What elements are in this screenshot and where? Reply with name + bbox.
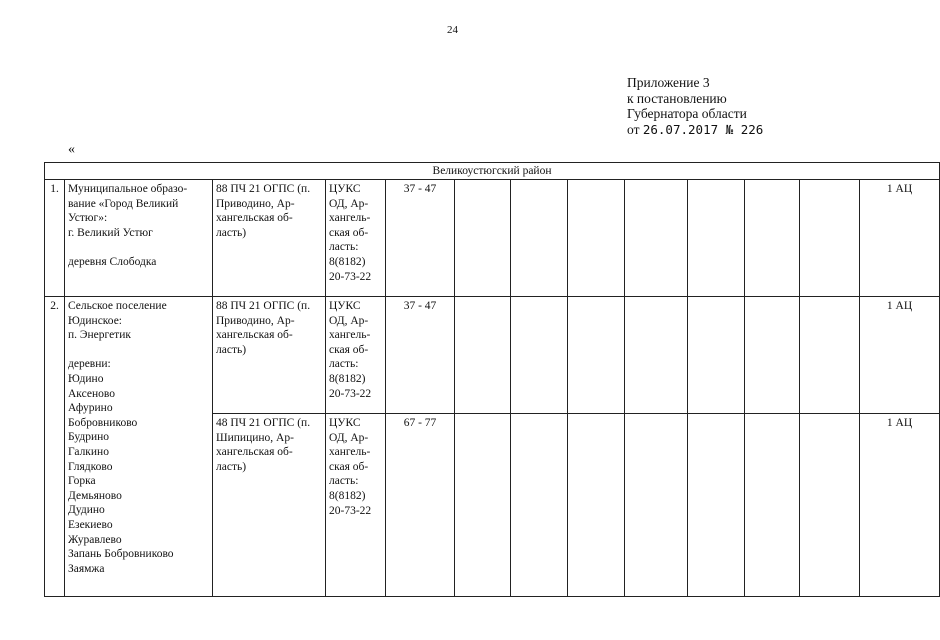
appendix-date-line [627, 122, 763, 138]
dispatch-line: хангель- [329, 212, 371, 225]
settlement-name: деревня Слободка [68, 255, 157, 268]
village-name: Запань Бобровниково [68, 548, 174, 561]
dispatch-line: ская об- [329, 226, 369, 239]
municipality-line: п. Энергетик [68, 329, 131, 342]
appendix-date-prefix: от [627, 121, 640, 137]
village-name: Галкино [68, 445, 109, 458]
empty-cell [625, 297, 688, 414]
dispatch-line: ОД, Ар- [329, 431, 369, 444]
table-row [45, 180, 940, 297]
appendix-title: Приложение 3 [627, 75, 710, 90]
empty-cell [625, 180, 688, 297]
dispatch-line: 8(8182) [329, 489, 366, 502]
empty-cell [568, 414, 625, 597]
village-name: Юдино [68, 372, 104, 385]
dispatch-line: 8(8182) [329, 255, 366, 268]
arrival-time-cell: 37 - 47 [386, 180, 455, 297]
fire-unit-line: ласть) [216, 226, 247, 239]
appendix-line-resolution: к постановлению [627, 90, 727, 106]
empty-cell [688, 180, 745, 297]
municipality-cell [65, 297, 213, 597]
empty-cell [688, 297, 745, 414]
village-name: Горка [68, 475, 96, 488]
municipality-line: Сельское поселение [68, 300, 167, 312]
fire-unit-line: 88 ПЧ 21 ОГПС (п. [216, 300, 311, 312]
empty-cell [688, 414, 745, 597]
dispatch-line: ЦУКС [329, 183, 361, 195]
fire-unit-line: ласть) [216, 460, 247, 473]
fire-unit-cell [213, 180, 326, 297]
dispatch-cell [326, 180, 386, 297]
empty-cell [800, 180, 860, 297]
district-name: Великоустюгский район [45, 163, 940, 180]
empty-cell [625, 414, 688, 597]
fire-unit-cell [213, 297, 326, 414]
empty-cell [455, 297, 511, 414]
village-name: Афурино [68, 402, 113, 415]
empty-cell [511, 414, 568, 597]
dispatch-line: ская об- [329, 343, 369, 356]
opening-quote: « [68, 142, 75, 157]
district-row [45, 163, 940, 180]
arrival-time-cell: 67 - 77 [386, 414, 455, 597]
appendix-line-governor: Губернатора области [627, 106, 747, 122]
spacer [68, 343, 209, 358]
municipality-line: Муниципальное образо- [68, 183, 188, 195]
dispatch-line: ОД, Ар- [329, 314, 369, 327]
arrival-time-cell: 37 - 47 [386, 297, 455, 414]
dispatch-line: ласть: [329, 358, 359, 371]
empty-cell [568, 297, 625, 414]
fire-units-table [44, 162, 940, 597]
empty-cell [800, 414, 860, 597]
village-name: Аксеново [68, 387, 115, 400]
fire-unit-line: ласть) [216, 343, 247, 356]
fire-unit-cell [213, 414, 326, 597]
empty-cell [511, 297, 568, 414]
spacer [68, 240, 209, 255]
dispatch-line: 20-73-22 [329, 387, 372, 400]
dispatch-line: хангель- [329, 446, 371, 459]
dispatch-cell [326, 297, 386, 414]
fire-unit-line: хангельская об- [216, 446, 293, 459]
fire-unit-line: 48 ПЧ 21 ОГПС (п. [216, 417, 311, 429]
village-name: Дудино [68, 504, 105, 517]
table-row [45, 297, 940, 414]
village-name: Бобровниково [68, 416, 138, 429]
village-name: Демьяново [68, 489, 122, 502]
dispatch-line: ласть: [329, 475, 359, 488]
empty-cell [568, 180, 625, 297]
empty-cell [511, 180, 568, 297]
fire-unit-line: хангельская об- [216, 212, 293, 225]
municipality-line: г. Великий Устюг [68, 226, 153, 239]
village-name: Глядково [68, 460, 113, 473]
dispatch-cell [326, 414, 386, 597]
empty-cell [745, 180, 800, 297]
row-number: 2. [45, 297, 65, 597]
empty-cell [455, 180, 511, 297]
municipality-cell [65, 180, 213, 297]
dispatch-line: ЦУКС [329, 300, 361, 312]
fire-unit-line: хангельская об- [216, 329, 293, 342]
municipality-line: Юдинское: [68, 314, 122, 327]
village-name: Будрино [68, 431, 110, 444]
page-number: 24 [447, 24, 458, 36]
municipality-line: Устюг»: [68, 212, 108, 225]
empty-cell [745, 297, 800, 414]
equipment-cell: 1 АЦ [860, 414, 940, 597]
fire-unit-line: Приводино, Ар- [216, 197, 295, 210]
row-number: 1. [45, 180, 65, 297]
appendix-date-value: 26.07.2017 № 226 [642, 121, 764, 137]
empty-cell [455, 414, 511, 597]
fire-unit-line: Приводино, Ар- [216, 314, 295, 327]
fire-unit-line: 88 ПЧ 21 ОГПС (п. [216, 183, 311, 195]
dispatch-line: ЦУКС [329, 417, 361, 429]
dispatch-line: 20-73-22 [329, 270, 372, 283]
municipality-line: вание «Город Великий [68, 197, 179, 210]
villages-label: деревни: [68, 358, 111, 371]
empty-cell [800, 297, 860, 414]
equipment-cell: 1 АЦ [860, 297, 940, 414]
village-name: Заямжа [68, 562, 105, 575]
equipment-cell: 1 АЦ [860, 180, 940, 297]
village-name: Журавлево [68, 533, 122, 546]
dispatch-line: хангель- [329, 329, 371, 342]
dispatch-line: ская об- [329, 460, 369, 473]
empty-cell [745, 414, 800, 597]
dispatch-line: 8(8182) [329, 372, 366, 385]
dispatch-line: 20-73-22 [329, 504, 372, 517]
village-name: Езекиево [68, 518, 113, 531]
fire-unit-line: Шипицино, Ар- [216, 431, 294, 444]
dispatch-line: ласть: [329, 241, 359, 254]
appendix-header [627, 75, 763, 137]
dispatch-line: ОД, Ар- [329, 197, 369, 210]
